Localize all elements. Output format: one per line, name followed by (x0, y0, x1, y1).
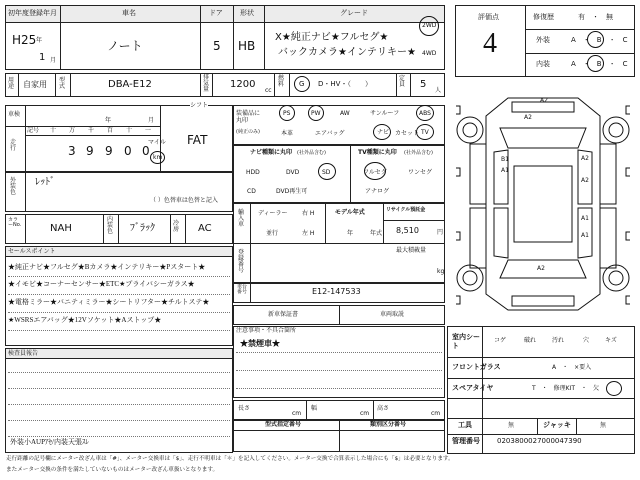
tv-item: フルセグ (363, 169, 387, 176)
height-label: 高さ (377, 405, 390, 412)
equipment-item: PS (283, 110, 291, 117)
damage-label: A2 (581, 155, 589, 162)
purpose-value: 自家用 (23, 80, 47, 89)
equipment-item: エアバッグ (315, 130, 345, 137)
mileage-label: 走行 (10, 139, 17, 152)
doors-value: 5 (213, 39, 221, 53)
displacement-label: 排気量 (203, 74, 210, 93)
capacity-value: 5 (420, 79, 427, 90)
right-hand-option: 右 H (302, 210, 315, 217)
mileage-col-4: 百 (107, 127, 114, 134)
mileage-unit-km: km (153, 154, 163, 161)
interior-color-value: ﾌﾞﾗｯｸ (130, 223, 155, 234)
tools-label: 工具 (458, 421, 472, 429)
doors-label: ドア (209, 9, 223, 17)
mileage-digit: 0 (124, 144, 132, 158)
car-name-label: 車名 (122, 9, 136, 17)
mileage-col-2: 万 (69, 127, 76, 134)
purpose-label: 用途 (8, 77, 15, 90)
exterior-grade-label: 外装 (536, 36, 550, 44)
ac-value: AC (198, 223, 212, 234)
year-unit: 年 (36, 37, 43, 44)
length-label: 長さ (238, 405, 251, 412)
spare-tire-value: T ・ 修理KIT ・ 欠 (532, 385, 600, 392)
chassis-label: 車台番号 (237, 284, 248, 295)
jack-label: ジャッキ (543, 421, 571, 429)
capacity-unit: 人 (435, 87, 442, 94)
windshield-value: A ・ ×要入 (552, 364, 592, 371)
width-label: 幅 (311, 405, 318, 412)
model-label: 型式 (59, 77, 66, 90)
sheet-item: 穴 (583, 337, 590, 344)
max-load-unit: kg (437, 268, 445, 275)
footer-line-2: またメーター交換の条件を満たしていないものはメーター改ざん車扱いとなります。 (6, 467, 219, 473)
equipment-item: 本革 (281, 130, 294, 137)
navi-item: SD (322, 169, 331, 176)
mileage-digit: 0 (142, 144, 150, 158)
equipment-label: 装備品に丸印 (236, 110, 261, 125)
model-year-label: モデル年式 (335, 209, 365, 216)
equipment-item: PW (311, 110, 321, 117)
type-number-label: 型式指定番号 (265, 421, 302, 428)
damage-label: A2 (581, 177, 589, 184)
damage-label: A1 (501, 167, 509, 174)
exterior-grade-options: A ・ B ・ C (571, 36, 628, 44)
model-year-unit: 年 (347, 230, 354, 237)
class-number-label: 類別区分番号 (370, 421, 407, 428)
caution-label: 注意事項・不具合箇所 (236, 327, 297, 334)
parallel-option: 並行 (266, 230, 279, 237)
recycle-label: リサイクル預託金 (386, 207, 426, 213)
interior-grade-options: A ・ B ・ C (571, 60, 628, 68)
mileage-col-6: 一 (145, 127, 152, 134)
equipment-item: サンルーフ (370, 110, 400, 117)
left-hand-option: 左 H (302, 230, 315, 237)
shape-label: 形状 (240, 9, 254, 17)
sales-point-line: ★WSRSエアバッグ★12Vソケット★Aストップ★ (8, 316, 162, 324)
score-label: 評価点 (478, 13, 499, 21)
sales-points-label: セールスポイント (8, 248, 56, 255)
exterior-grade-circle (587, 31, 604, 48)
grade-label: グレード (340, 9, 368, 17)
registration-label: 登録番号 (238, 249, 245, 274)
color-no-value: NAH (50, 223, 72, 234)
shape-value: HB (238, 39, 256, 53)
interior-color-label: 内装色 (107, 216, 114, 235)
chassis-value: E12-147533 (312, 287, 361, 296)
car-diagram (450, 88, 636, 320)
mileage-col-5: 十 (126, 127, 133, 134)
sheet-item: コゲ (494, 337, 507, 344)
height-unit: cm (431, 410, 441, 417)
repair-label: 修復歴 (533, 13, 554, 21)
sheet-item: キズ (605, 337, 617, 344)
mileage-unit-mile: マイル (148, 139, 166, 146)
windshield-label: フロントガラス (452, 363, 501, 371)
sheet-item: 破れ (524, 337, 537, 344)
manual-label: 車両取説 (380, 311, 405, 318)
interior-grade-circle (587, 55, 604, 72)
repair-options: 有 ・ 無 (578, 13, 613, 21)
equipment-item: TV (421, 129, 429, 136)
sales-point-line: ★電格ミラー★バニティミラー★シートリフター★チルトステ★ (8, 298, 210, 306)
damage-label: A1 (581, 232, 589, 239)
score-value: 4 (483, 28, 497, 59)
drive-2wd: 2WD (422, 22, 437, 29)
car-name: ノート (107, 39, 143, 53)
footer-line-1: 走行距離の記号欄にメーター改ざん車は「#」、メーター交換車は「$」、走行不明車は「＊」を記入してください。メーター交換で合算表示した場合にも「$」は必要となります。 (6, 456, 454, 462)
tv-type-label: TV種類に丸印 (358, 149, 397, 156)
recycle-value: 8,510 (396, 226, 419, 235)
fuel-options: D・HV・（ ） (318, 80, 372, 88)
grade-line-1: X★純正ナビ★フルセグ★ (275, 32, 389, 43)
navi-type-sub: (社外品含む) (297, 150, 326, 156)
management-number-label: 管理番号 (452, 437, 480, 445)
inspector-notes-label: 検査員報告 (8, 350, 39, 357)
mileage-col-3: 千 (88, 127, 95, 134)
capacity-label: 定員 (399, 75, 406, 88)
color-change-note: （ ）色替車は色替と記入 (150, 197, 218, 204)
mileage-col-0: 記号 (27, 127, 40, 134)
drive-4wd: 4WD (422, 50, 437, 57)
first-reg-month: 1 (39, 52, 46, 63)
sales-point-line: ★イモビ★コーナーセンサー★ETC★プライバシーガラス★ (8, 280, 195, 288)
model-year-suffix: 年式 (370, 230, 383, 237)
interior-grade-label: 内装 (536, 60, 550, 68)
management-number-value: 0203800027000047390 (497, 437, 582, 445)
color-no-label: カラーNo. (8, 217, 22, 228)
equipment-sub: (純正のみ) (236, 129, 260, 135)
dealer-option: ディーラー (258, 210, 288, 217)
fuel-g: G (299, 80, 305, 88)
damage-label: A2 (540, 97, 548, 104)
tv-item: アナログ (365, 188, 390, 195)
mileage-digit: 9 (86, 144, 94, 158)
navi-type-label: ナビ種類に丸印 (250, 149, 293, 156)
navi-item: DVD再生可 (276, 188, 308, 195)
grade-line-2: バックカメラ★インテリキー★ (278, 47, 416, 58)
mileage-digit: 9 (105, 144, 113, 158)
displacement-value: 1200 (230, 79, 256, 90)
width-unit: cm (360, 410, 370, 417)
model-value: DBA-E12 (108, 79, 152, 90)
warranty-label: 新車保証書 (268, 311, 299, 318)
first-reg-label: 初年度登録年月 (8, 9, 57, 17)
mileage-digit: 3 (68, 144, 76, 158)
navi-item: CD (247, 188, 256, 195)
tv-item: ワンセグ (408, 169, 433, 176)
length-unit: cm (292, 410, 302, 417)
mileage-col-1: 十 (50, 127, 57, 134)
sales-point-line: ★純正ナビ★フルセグ★Bカメラ★インテリキー★Pスタート★ (8, 263, 206, 271)
caution-value: ★禁煙車★ (240, 339, 280, 348)
spare-missing-circle (606, 381, 622, 396)
equipment-item: カセット (395, 130, 420, 137)
tv-type-sub: (社外品含む) (404, 150, 433, 156)
recycle-unit: 円 (437, 229, 444, 236)
spare-tire-label: スペアタイヤ (452, 384, 494, 392)
sheet-item: 汚れ (552, 337, 565, 344)
interior-sheet-label: 室内シート (452, 333, 480, 351)
inspection-year-unit: 年 (105, 117, 112, 124)
damage-label: B1 (501, 156, 509, 163)
ac-label: 冷房 (173, 220, 180, 233)
first-reg-era: H25 (12, 33, 37, 47)
inspection-label: 車検 (8, 111, 21, 118)
damage-label: A1 (581, 215, 589, 222)
damage-label: A2 (537, 265, 545, 272)
damage-label: A2 (524, 114, 532, 121)
cc-unit: cc (265, 87, 272, 94)
fuel-label: 燃料 (278, 75, 285, 88)
shift-label: シフト (190, 102, 209, 109)
navi-item: HDD (246, 169, 260, 176)
month-unit: 月 (50, 57, 57, 64)
tools-value: 無 (508, 422, 515, 429)
exterior-color-value: ﾚｯﾄﾞ (35, 177, 55, 188)
equipment-item: ABS (419, 110, 431, 117)
inspection-month-unit: 月 (148, 117, 155, 124)
shift-value: FAT (187, 133, 208, 147)
import-label: 輸入車 (238, 209, 245, 228)
exterior-color-label: 外装色 (10, 177, 17, 196)
equipment-item: ナビ (377, 129, 390, 136)
jack-value: 無 (600, 422, 607, 429)
navi-item: DVD (286, 169, 300, 176)
equipment-item: AW (340, 110, 350, 117)
inspector-note-bottom: 外装小AUPｱｾ/内装天張ｽﾚ (10, 438, 89, 446)
max-load-label: 最大積載量 (396, 247, 427, 254)
